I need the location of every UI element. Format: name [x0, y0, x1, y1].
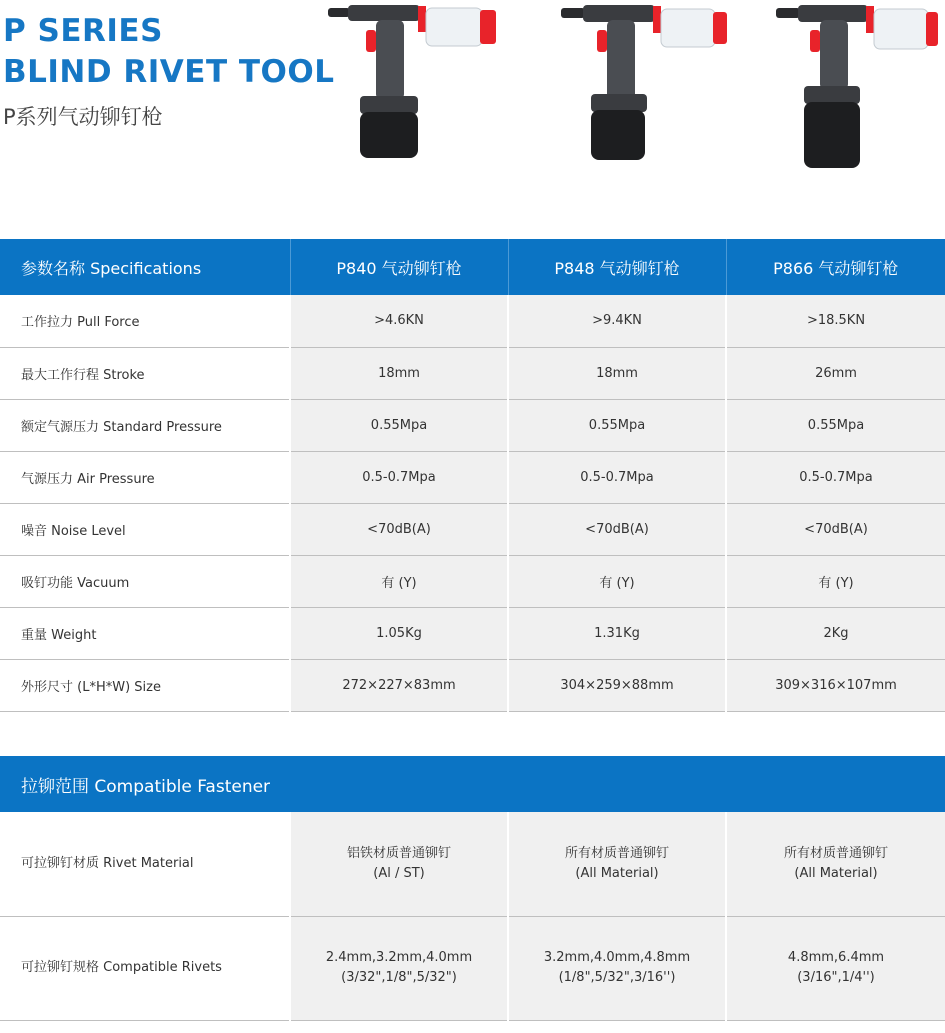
row-label: 噪音 Noise Level — [0, 503, 290, 555]
table-row — [0, 607, 945, 659]
cell-value: 304×259×88mm — [508, 659, 726, 711]
cell-line: (All Material) — [794, 865, 878, 881]
cell-line: 3.2mm,4.0mm,4.8mm — [543, 950, 691, 965]
cell-value: >4.6KN — [290, 295, 508, 347]
cell-value: >18.5KN — [726, 295, 945, 347]
page-subtitle: P系列气动铆钉枪 — [3, 105, 163, 129]
header-p866: P866 气动铆钉枪 — [726, 239, 945, 295]
cell-value: 0.55Mpa — [290, 399, 508, 451]
cell-value — [726, 812, 945, 916]
header-specifications: 参数名称 Specifications — [0, 239, 290, 295]
cell-line: (3/32",1/8",5/32") — [341, 970, 457, 985]
header-compatible-fastener: 拉铆范围 Compatible Fastener — [0, 756, 945, 812]
cell-line: 所有材质普通铆钉 — [564, 845, 669, 861]
cell-line: (3/16",1/4'') — [797, 970, 875, 985]
row-label: 外形尺寸 (L*H*W) Size — [0, 659, 290, 711]
row-label: 吸钉功能 Vacuum — [0, 555, 290, 607]
cell-line: 2.4mm,3.2mm,4.0mm — [325, 950, 473, 965]
cell-value: 0.5-0.7Mpa — [508, 451, 726, 503]
row-label: 可拉铆钉材质 Rivet Material — [0, 812, 290, 916]
cell-value: 0.55Mpa — [508, 399, 726, 451]
cell-value: >9.4KN — [508, 295, 726, 347]
table-row — [0, 451, 945, 503]
cell-value: 309×316×107mm — [726, 659, 945, 711]
cell-value — [726, 916, 945, 1020]
cell-value: 0.5-0.7Mpa — [726, 451, 945, 503]
cell-line: 4.8mm,6.4mm — [787, 950, 885, 965]
cell-value: 0.55Mpa — [726, 399, 945, 451]
cell-value: <70dB(A) — [290, 503, 508, 555]
specifications-header-row — [0, 239, 945, 295]
cell-value — [508, 812, 726, 916]
cell-line: 所有材质普通铆钉 — [783, 845, 888, 861]
cell-value: 有 (Y) — [508, 555, 726, 607]
row-label: 额定气源压力 Standard Pressure — [0, 399, 290, 451]
row-label: 最大工作行程 Stroke — [0, 347, 290, 399]
row-label: 重量 Weight — [0, 607, 290, 659]
cell-line: (All Material) — [575, 865, 659, 881]
table-row — [0, 399, 945, 451]
fastener-header-row — [0, 756, 945, 812]
table-row — [0, 295, 945, 347]
cell-value: 有 (Y) — [726, 555, 945, 607]
compatible-fastener-table — [0, 756, 945, 1021]
header-p848: P848 气动铆钉枪 — [508, 239, 726, 295]
row-label: 气源压力 Air Pressure — [0, 451, 290, 503]
row-label: 可拉铆钉规格 Compatible Rivets — [0, 916, 290, 1020]
cell-value: 1.05Kg — [290, 607, 508, 659]
cell-value: 26mm — [726, 347, 945, 399]
cell-value: 有 (Y) — [290, 555, 508, 607]
cell-value — [290, 812, 508, 916]
row-label: 工作拉力 Pull Force — [0, 295, 290, 347]
cell-value: <70dB(A) — [508, 503, 726, 555]
table-row — [0, 555, 945, 607]
cell-line: 铝铁材质普通铆钉 — [346, 845, 451, 861]
cell-value: 0.5-0.7Mpa — [290, 451, 508, 503]
page-title-line1: P SERIES — [3, 13, 163, 49]
cell-value — [508, 916, 726, 1020]
cell-line: (1/8",5/32",3/16'') — [558, 970, 676, 985]
cell-value: 272×227×83mm — [290, 659, 508, 711]
rivet-tool-p866-image — [770, 0, 945, 170]
table-row — [0, 347, 945, 399]
table-row — [0, 812, 945, 916]
rivet-tool-p848-image — [555, 0, 735, 170]
page-title-line2: BLIND RIVET TOOL — [3, 54, 335, 90]
header-p840: P840 气动铆钉枪 — [290, 239, 508, 295]
cell-value: 18mm — [508, 347, 726, 399]
table-row — [0, 659, 945, 711]
table-row — [0, 916, 945, 1020]
rivet-tool-p840-image — [320, 0, 510, 170]
cell-value — [290, 916, 508, 1020]
cell-value: 1.31Kg — [508, 607, 726, 659]
specifications-table — [0, 239, 945, 712]
cell-value: 18mm — [290, 347, 508, 399]
table-row — [0, 503, 945, 555]
cell-line: (Al / ST) — [373, 865, 425, 881]
cell-value: 2Kg — [726, 607, 945, 659]
cell-value: <70dB(A) — [726, 503, 945, 555]
